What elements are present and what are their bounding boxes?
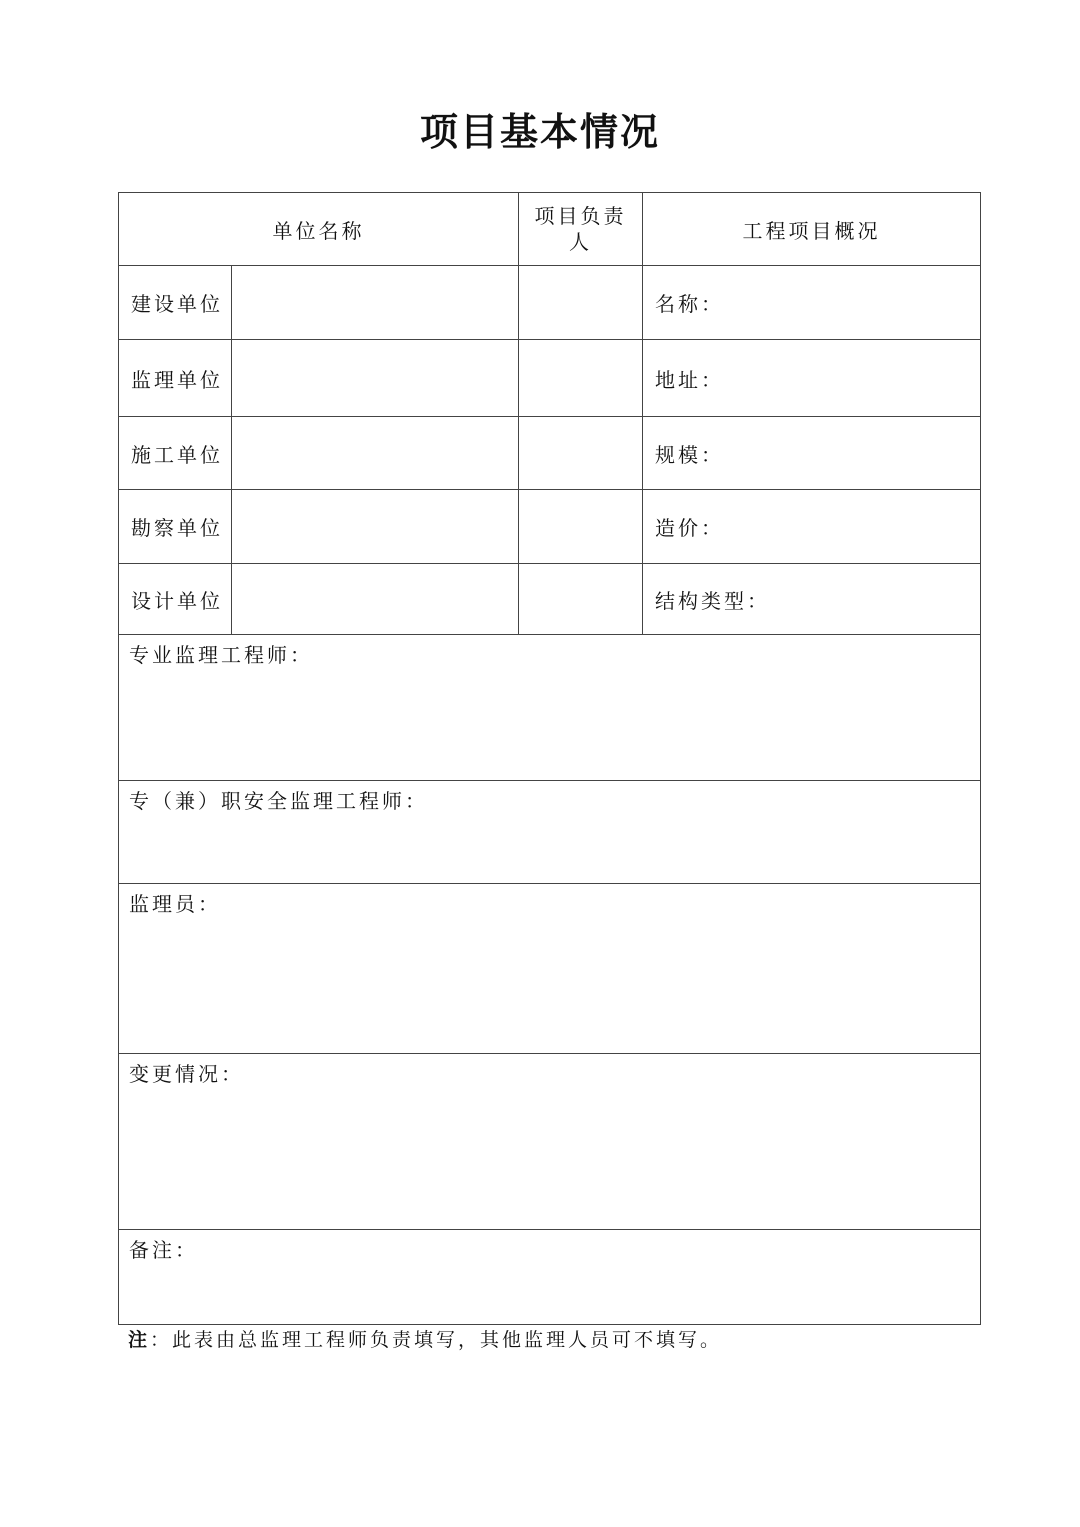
changes-section[interactable]: 变更情况： <box>119 1054 981 1230</box>
responsible-cell[interactable] <box>519 266 643 340</box>
project-responsible-header: 项目负责人 <box>519 193 643 266</box>
professional-engineer-section[interactable]: 专业监理工程师： <box>119 635 981 781</box>
footnote-text: ：此表由总监理工程师负责填写，其他监理人员可不填写。 <box>150 1329 723 1351</box>
table-header-row <box>119 193 981 266</box>
unit-label-contractor: 施工单位 <box>119 417 232 490</box>
overview-scale-cell[interactable]: 规模： <box>643 417 981 490</box>
section-row <box>119 1230 981 1325</box>
project-overview-header: 工程项目概况 <box>643 193 981 266</box>
unit-name-cell[interactable] <box>232 564 519 635</box>
section-row <box>119 781 981 884</box>
unit-name-header: 单位名称 <box>119 193 519 266</box>
overview-structure-type-cell[interactable]: 结构类型： <box>643 564 981 635</box>
supervisor-section[interactable]: 监理员： <box>119 884 981 1054</box>
remarks-section[interactable]: 备注： <box>119 1230 981 1325</box>
table-row <box>119 417 981 490</box>
project-info-table <box>118 192 981 1325</box>
table-row <box>119 340 981 417</box>
section-row <box>119 635 981 781</box>
responsible-cell[interactable] <box>519 490 643 564</box>
footnote <box>128 1326 722 1354</box>
unit-label-construction: 建设单位 <box>119 266 232 340</box>
unit-name-cell[interactable] <box>232 417 519 490</box>
unit-label-design: 设计单位 <box>119 564 232 635</box>
section-row <box>119 1054 981 1230</box>
page-title: 项目基本情况 <box>419 110 660 154</box>
overview-cost-cell[interactable]: 造价： <box>643 490 981 564</box>
responsible-cell[interactable] <box>519 417 643 490</box>
responsible-cell[interactable] <box>519 340 643 417</box>
unit-label-supervision: 监理单位 <box>119 340 232 417</box>
unit-name-cell[interactable] <box>232 266 519 340</box>
table-row <box>119 266 981 340</box>
table-row <box>119 490 981 564</box>
overview-name-cell[interactable]: 名称： <box>643 266 981 340</box>
unit-name-cell[interactable] <box>232 340 519 417</box>
table-row <box>119 564 981 635</box>
responsible-cell[interactable] <box>519 564 643 635</box>
safety-engineer-section[interactable]: 专（兼）职安全监理工程师： <box>119 781 981 884</box>
footnote-prefix: 注 <box>128 1329 151 1351</box>
unit-name-cell[interactable] <box>232 490 519 564</box>
unit-label-survey: 勘察单位 <box>119 490 232 564</box>
section-row <box>119 884 981 1054</box>
overview-address-cell[interactable]: 地址： <box>643 340 981 417</box>
